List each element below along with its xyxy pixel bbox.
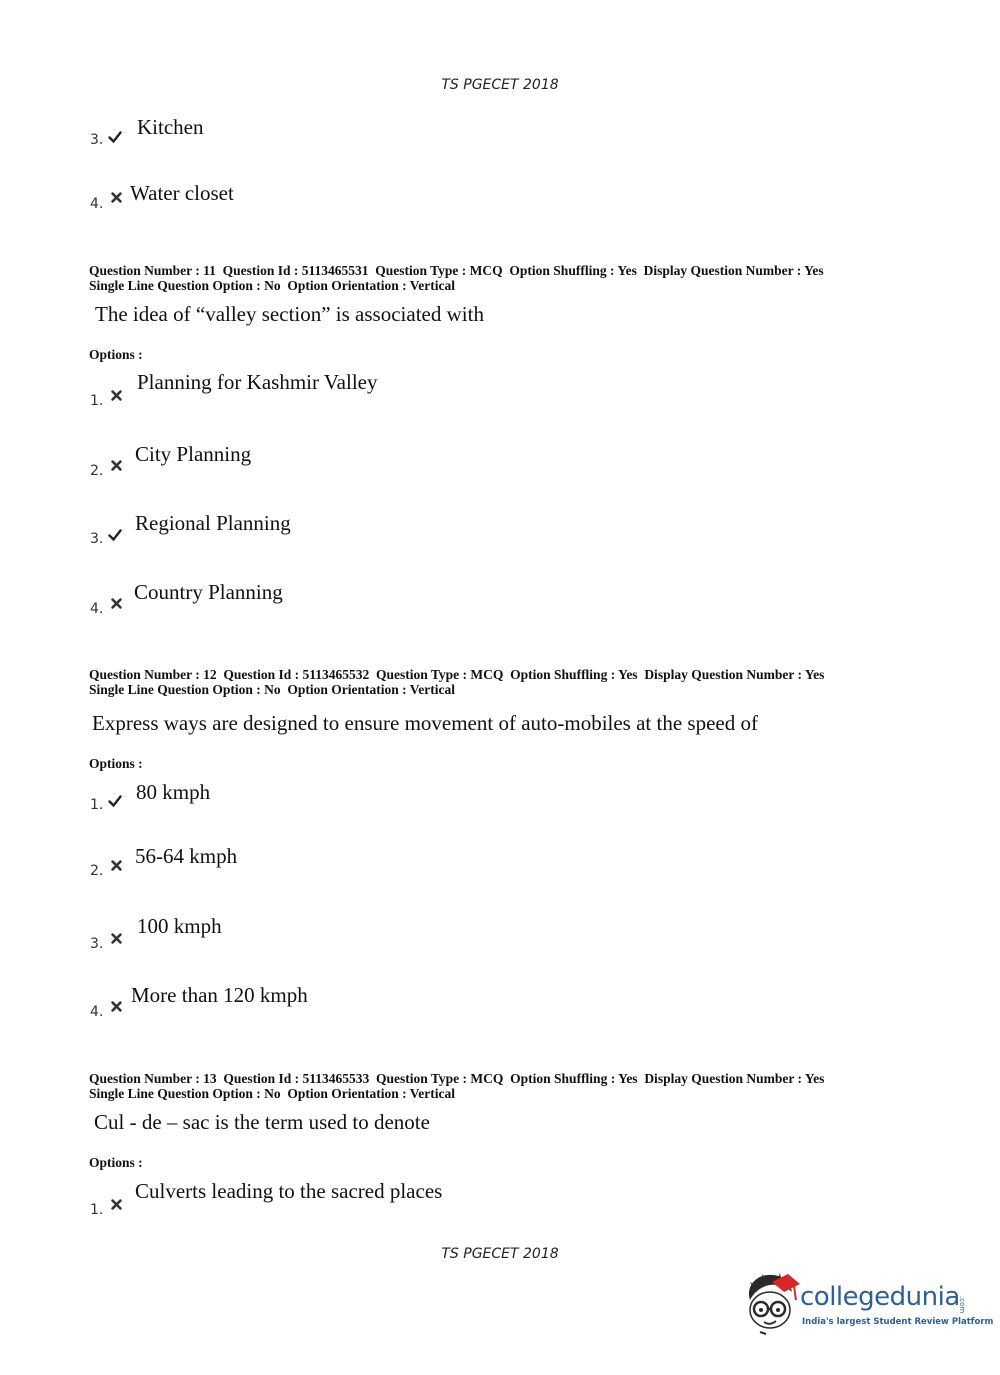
logo-wordmark: collegedunia xyxy=(800,1282,960,1312)
question-meta: Question Number : 13 Question Id : 5113465533 Question Type : MCQ Option Shuffling : Yes Display Question Number : Yes xyxy=(89,1071,825,1086)
option-text: Country Planning xyxy=(134,580,283,604)
option-number: 4. xyxy=(90,1004,104,1020)
cross-icon xyxy=(111,460,122,471)
cross-icon xyxy=(111,860,122,871)
option-text: Culverts leading to the sacred places xyxy=(135,1179,443,1203)
cross-icon xyxy=(111,390,122,401)
cross-icon xyxy=(111,1001,122,1012)
option-text: Water closet xyxy=(130,181,234,205)
option-text: Regional Planning xyxy=(135,511,291,535)
cross-icon xyxy=(111,598,122,609)
check-icon xyxy=(108,528,122,542)
option-number: 3. xyxy=(90,936,104,952)
cross-icon xyxy=(111,933,122,944)
check-icon xyxy=(108,794,122,808)
options-label: Options : xyxy=(89,756,143,771)
logo-tagline: India's largest Student Review Platform xyxy=(802,1317,994,1327)
mascot-icon xyxy=(742,1270,800,1336)
cross-icon xyxy=(111,1199,122,1210)
question-text: Cul - de – sac is the term used to denote xyxy=(94,1110,430,1134)
option-number: 1. xyxy=(90,797,104,813)
question-meta-2: Single Line Question Option : No Option Orientation : Vertical xyxy=(89,278,456,293)
page-header: TS PGECET 2018 xyxy=(441,77,559,93)
option-number: 3. xyxy=(90,531,104,547)
cross-icon xyxy=(111,192,122,203)
option-text: Kitchen xyxy=(137,115,204,139)
options-label: Options : xyxy=(89,347,143,362)
option-number: 1. xyxy=(90,393,104,409)
option-number: 3. xyxy=(90,132,104,148)
options-label: Options : xyxy=(89,1155,143,1170)
option-text: 56-64 kmph xyxy=(135,844,238,868)
option-text: 80 kmph xyxy=(136,780,211,804)
option-number: 4. xyxy=(90,196,104,212)
question-meta-2: Single Line Question Option : No Option Orientation : Vertical xyxy=(89,682,456,697)
option-text: Planning for Kashmir Valley xyxy=(137,370,378,394)
page-footer: TS PGECET 2018 xyxy=(441,1246,559,1262)
option-number: 4. xyxy=(90,601,104,617)
check-icon xyxy=(108,130,122,144)
option-number: 1. xyxy=(90,1202,104,1218)
question-meta: Question Number : 11 Question Id : 5113465531 Question Type : MCQ Option Shuffling : Yes Display Question Number : Yes xyxy=(89,263,824,278)
logo-suffix: .com xyxy=(958,1296,966,1314)
question-meta: Question Number : 12 Question Id : 5113465532 Question Type : MCQ Option Shuffling : Yes Display Question Number : Yes xyxy=(89,667,825,682)
option-number: 2. xyxy=(90,463,104,479)
question-text: The idea of “valley section” is associated with xyxy=(95,302,484,326)
option-number: 2. xyxy=(90,863,104,879)
question-meta-2: Single Line Question Option : No Option Orientation : Vertical xyxy=(89,1086,456,1101)
option-text: City Planning xyxy=(135,442,252,466)
option-text: 100 kmph xyxy=(137,914,222,938)
question-text: Express ways are designed to ensure movement of auto-mobiles at the speed of xyxy=(92,711,758,735)
option-text: More than 120 kmph xyxy=(131,983,308,1007)
